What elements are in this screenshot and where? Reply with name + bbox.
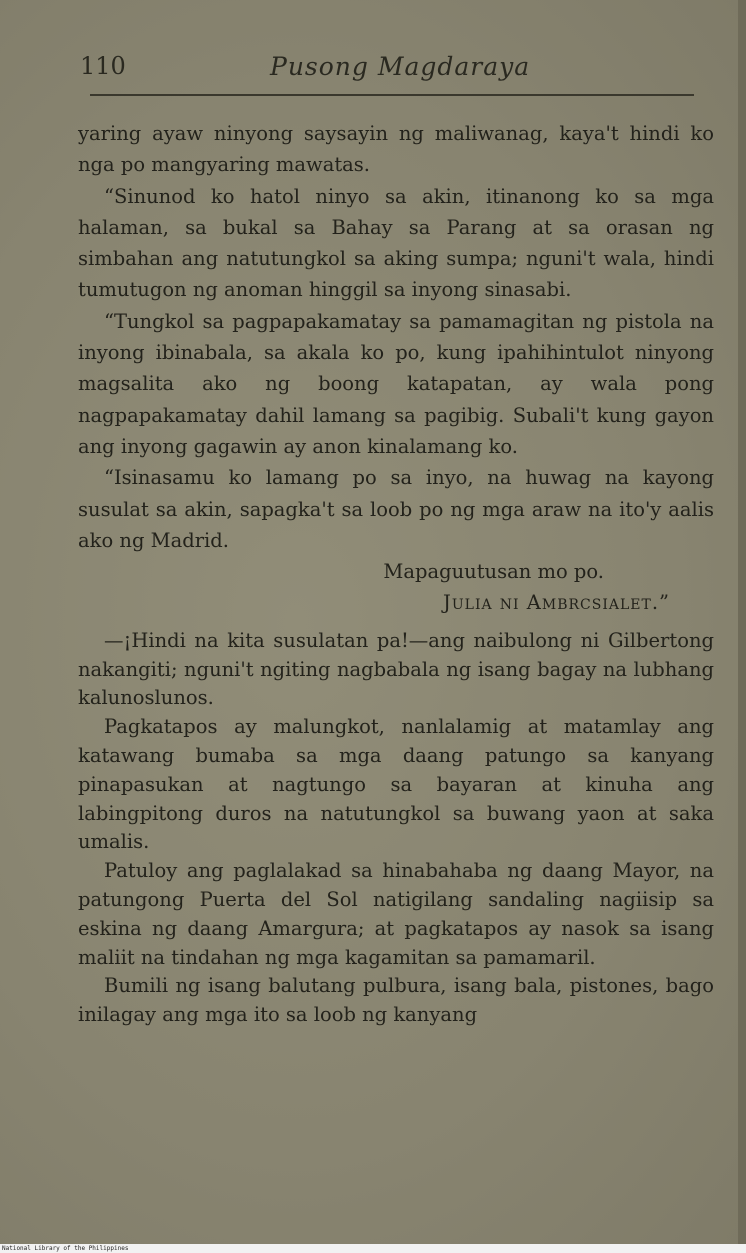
paragraph: “Isinasamu ko lamang po sa inyo, na huwag na kayong susulat sa akin, sapagka't sa loob po ng mga araw na ito'y aalis ako ng Madrid. (78, 466, 714, 552)
page-number: 110 (80, 52, 126, 80)
body-text (78, 118, 714, 1030)
page-header (0, 52, 740, 84)
header-rule (90, 94, 694, 96)
library-footer: National Library of the Philippines (0, 1244, 746, 1253)
paragraph: “Tungkol sa pagpapakamatay sa pamamagitan ng pistola na inyong ibinabala, sa akala ko po, kung ipahihintulot ninyong magsalita ako ng boong katapatan, ay wala pong nagpapakamatay dahil lamang sa pagibig. Subali't kung gayon ang inyong gagawin ay anon kinalamang ko. (78, 309, 714, 458)
running-title: Pusong Magdaraya (270, 52, 531, 81)
letter-signature: Julia ni Ambrcsialet.” (443, 591, 670, 615)
paragraph: yaring ayaw ninyong saysayin ng maliwanag, kaya't hindi ko nga po mangyaring mawatas. (78, 122, 714, 177)
paragraph: “Sinunod ko hatol ninyo sa akin, itinanong ko sa mga halaman, sa bukal sa Bahay sa Parang at sa orasan ng simbahan ang natutungkol sa aking sumpa; nguni't wala, hindi tumutugon ng anoman hinggil sa inyong sinasabi. (78, 184, 714, 302)
paragraph: Patuloy ang paglalakad sa hinabahaba ng daang Mayor, na patungong Puerta del Sol natigilang sandaling nagiisip sa eskina ng daang Amargura; at pagkatapos ay nasok sa isang maliit na tindahan ng mga kagamitan sa pamamaril. (78, 859, 714, 969)
paragraph: Pagkatapos ay malungkot, nanlalamig at matamlay ang katawang bumaba sa mga daang patungo sa kanyang pinapasukan at nagtungo sa bayaran at kinuha ang labingpitong duros na natutungkol sa buwang yaon at saka umalis. (78, 715, 714, 854)
page-edge (738, 0, 746, 1244)
paragraph: —¡Hindi na kita susulatan pa!—ang naibulong ni Gilbertong nakangiti; nguni't ngiting nagbabala ng isang bagay na lubhang kalunoslunos. (78, 628, 714, 710)
letter-closing: Mapaguutusan mo po. (383, 560, 604, 584)
paragraph: Bumili ng isang balutang pulbura, isang bala, pistones, bago inilagay ang mga ito sa loob ng kanyang (78, 974, 714, 1027)
